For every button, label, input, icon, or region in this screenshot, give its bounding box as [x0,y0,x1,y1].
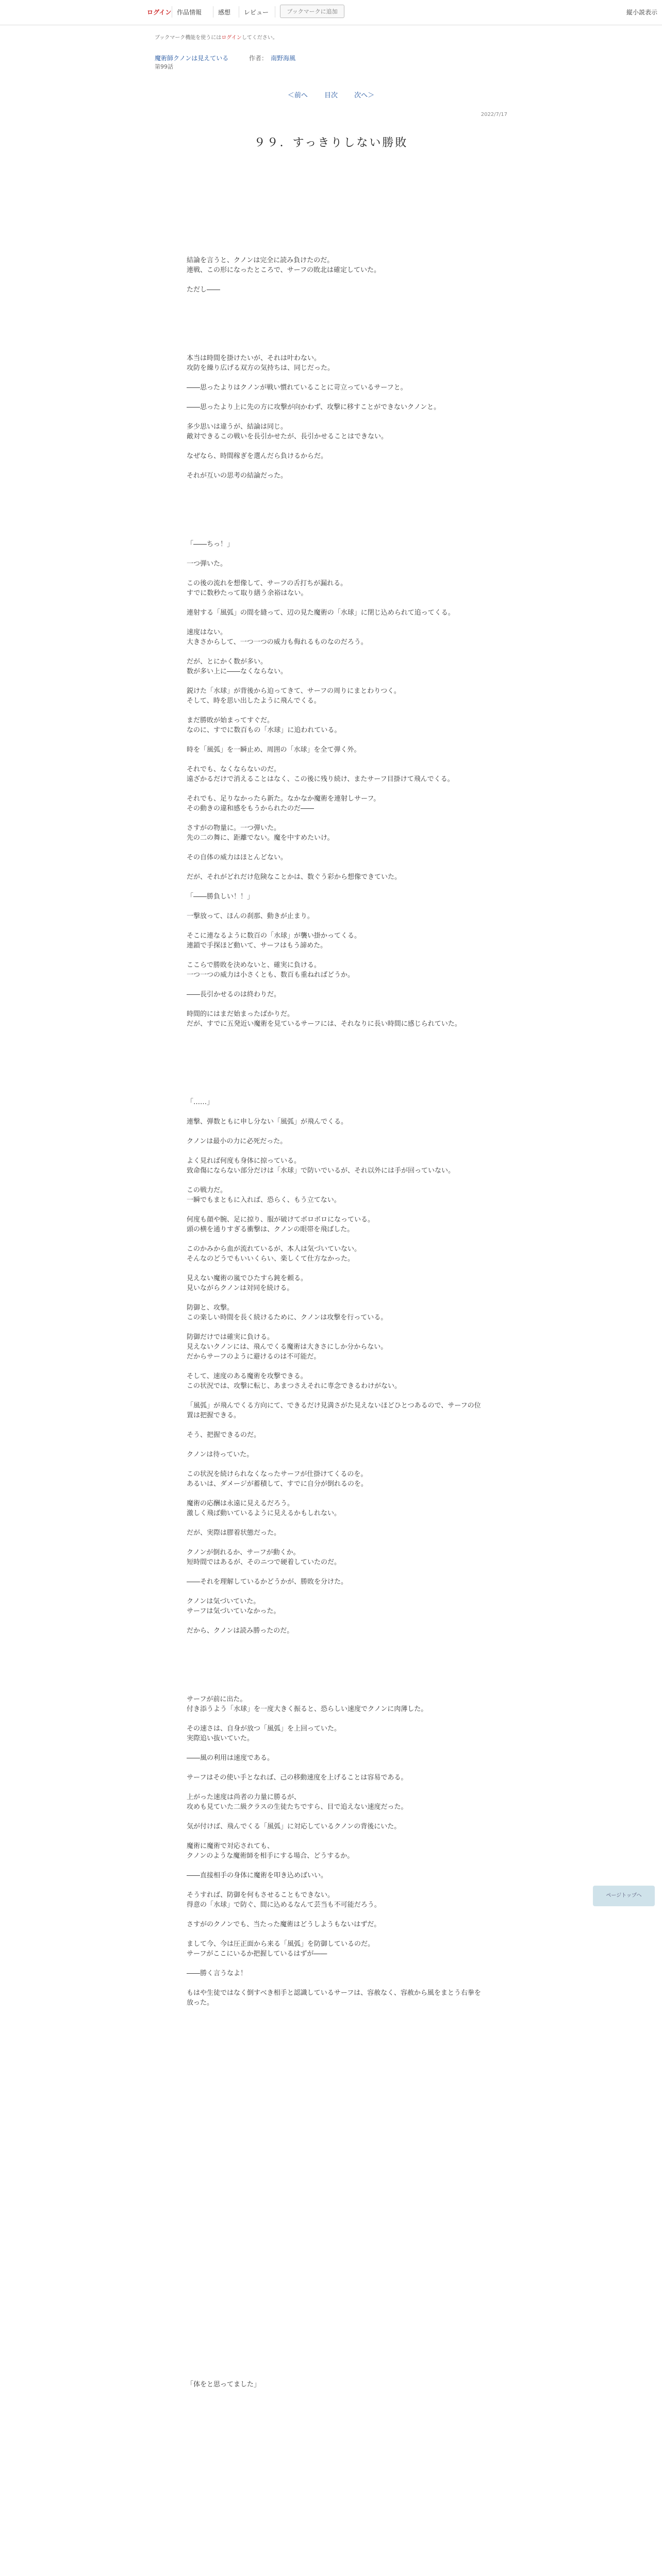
body-paragraph [187,1685,486,1694]
body-paragraph [187,2018,486,2027]
body-paragraph [187,1088,486,1097]
body-paragraph: 「体をと思ってました」 [187,2381,261,2388]
body-paragraph [187,334,486,344]
body-paragraph [187,902,486,911]
body-paragraph [187,2135,486,2145]
body-paragraph: このかみから血が流れているが、本人は気づいていない。 [187,1245,361,1253]
body-paragraph: ――直接相手の身体に魔術を叩き込めばいい。 [187,1872,328,1879]
body-paragraph [187,2027,486,2037]
body-paragraph: 得意の「水球」で防ぐ、間に込めるなんて芸当も不可能だろう。 [187,1901,381,1909]
body-paragraph: サーフが前に出た。 [187,1696,247,1703]
body-paragraph [187,1763,486,1773]
body-paragraph [187,2184,486,2194]
body-paragraph: そんなのどうでもいいくらい、楽しくて仕方なかった。 [187,1255,355,1263]
body-paragraph [187,530,486,539]
body-paragraph: 数が多い上に――なくならない。 [187,668,288,675]
body-paragraph [187,569,486,579]
body-paragraph [187,275,486,285]
body-paragraph [187,2086,486,2096]
body-paragraph [187,1665,486,1675]
author-name-link[interactable]: 南野海風 [271,55,296,62]
body-paragraph [187,2243,486,2252]
body-paragraph: 攻防を繰り広げる双方の気持ちは、同じだった。 [187,364,335,372]
body-paragraph: 時間的にはまだ始まったばかりだ。 [187,1010,294,1018]
body-paragraph [187,1068,486,1078]
body-paragraph: 気が付けば、飛んでくる「風弧」に対応しているクノンの背後にいた。 [187,1823,401,1831]
body-paragraph: それが互いの思考の結論だった。 [187,472,288,480]
body-paragraph [187,1127,486,1137]
body-paragraph [187,2360,486,2370]
body-paragraph [187,999,486,1009]
body-paragraph: そう、把握できるのだ。 [187,1431,261,1439]
body-paragraph [187,2096,486,2106]
body-paragraph [187,1929,486,1939]
body-paragraph [187,2008,486,2018]
body-paragraph: この状況を続けられなくなったサーフが仕掛けてくるのを。 [187,1470,368,1478]
body-paragraph [187,2370,486,2380]
notice-prefix: ブックマーク機能を使うには [155,35,222,41]
body-paragraph [187,1743,486,1753]
body-paragraph [187,344,486,353]
body-paragraph [187,1910,486,1920]
login-link[interactable]: ログイン [147,9,172,16]
body-paragraph [187,2350,486,2360]
body-paragraph [187,755,486,765]
body-paragraph [187,2155,486,2164]
body-paragraph [187,2223,486,2233]
body-paragraph [187,2292,486,2301]
body-paragraph [187,500,486,510]
next-chapter-link[interactable]: 次へ＞ [354,92,375,99]
body-paragraph: 一つ弾いた。 [187,560,227,568]
body-paragraph [187,1636,486,1646]
author-label: 作者： [249,55,268,62]
body-paragraph [187,461,486,471]
body-paragraph [187,1293,486,1303]
body-paragraph [187,236,486,246]
body-paragraph [187,2037,486,2047]
body-paragraph: 連鎖で手探ほど動いて、サーフはもう諦めた。 [187,942,327,950]
body-paragraph: クノンは気づいていた。 [187,1598,260,1605]
body-paragraph [187,1146,486,1156]
body-paragraph: なぜなら、時間稼ぎを選んだら負けるからだ。 [187,452,328,460]
body-paragraph [187,2106,486,2115]
body-paragraph [187,921,486,931]
body-paragraph: まして今、今は圧正面から来る「風弧」を防御しているのだ。 [187,1940,375,1948]
body-paragraph [187,481,486,490]
body-paragraph: それでも、足りなかったら新た。なかなか魔術を連射しサーフ。 [187,795,380,803]
body-paragraph [187,2311,486,2321]
body-paragraph [187,490,486,500]
body-paragraph: あるいは、ダメージが蓄積して、すでに自分が倒れるのを。 [187,1480,368,1488]
chapter-pager [0,91,662,101]
body-paragraph [187,1039,486,1048]
body-paragraph [187,1029,486,1039]
body-paragraph: 魔術に魔術で対応されても、 [187,1842,274,1850]
vertical-display-link[interactable]: 縦小説表示 [626,9,658,16]
body-paragraph: サーフがここにいるか把握しているはずが―― [187,1950,327,1958]
body-paragraph [187,1783,486,1792]
body-paragraph [187,2233,486,2243]
work-info-link[interactable]: 作品情報 [177,9,202,16]
body-paragraph [187,2341,486,2350]
body-paragraph: 本当は時間を掛けたいが、それは叶わない。 [187,354,321,362]
body-paragraph: まだ勝敗が始まってすぐだ。 [187,717,274,724]
body-paragraph: 鋭けた「水球」が背後から迫ってきて、サーフの周りにまとわりつく。 [187,687,401,695]
body-paragraph: 時を「風弧」を一瞬止め、周囲の「水球」を全て弾く外。 [187,746,361,754]
body-paragraph [187,1567,486,1577]
body-paragraph [187,304,486,314]
body-paragraph: 敵対できるこの戦いを長引かせたが、長引かせることはできない。 [187,433,388,440]
body-paragraph: だが、実際は膠着状態だった。 [187,1529,281,1537]
body-paragraph [187,676,486,686]
body-paragraph [187,1832,486,1841]
body-paragraph [187,520,486,530]
body-paragraph: 連撃、弾数ともに申し分ない「風弧」が飛んでくる。 [187,1118,348,1126]
body-paragraph: だからサーフのように避けるのは不可能だ。 [187,1353,321,1361]
body-paragraph: 連戦、この形になったところで、サーフの敗北は確定していた。 [187,266,380,274]
notice-suffix: してください。 [241,35,278,41]
body-paragraph [187,2125,486,2135]
body-paragraph [187,2174,486,2184]
body-paragraph: その自体の威力はほとんどない。 [187,854,288,861]
body-paragraph [187,843,486,853]
body-paragraph [187,549,486,559]
table-of-contents-link[interactable]: 目次 [324,92,338,99]
body-paragraph [187,2145,486,2155]
body-paragraph [187,1587,486,1597]
body-paragraph [187,393,486,402]
body-paragraph [187,216,486,226]
body-paragraph [187,295,486,304]
body-paragraph: 攻めも見ていた二級クラスの生徒たちですら、目で追えない速度だった。 [187,1803,408,1811]
body-paragraph [187,510,486,520]
body-paragraph [187,442,486,451]
body-paragraph: ――思ったよりはクノンが戦い慣れていることに苛立っているサーフと。 [187,384,407,392]
body-paragraph: 大きさからして、一つ一つの威力も侮れるものなのだろう。 [187,638,368,646]
body-paragraph: ここらで勝敗を決めないと、確実に負ける。 [187,961,321,969]
body-paragraph [187,1362,486,1371]
top-nav-bar [0,0,662,25]
body-paragraph [187,2204,486,2213]
body-paragraph: 致命傷にならない部分だけは「水球」で防いでいるが、それ以外には手が回っていない。 [187,1167,455,1175]
body-paragraph: サーフはその使い手となれば、己の移動速度を上げることは容易である。 [187,1774,408,1782]
body-paragraph [187,2262,486,2272]
body-paragraph: それでも、なくならないのだ。 [187,766,281,773]
body-paragraph: だが、とにかく数が多い。 [187,658,268,666]
body-paragraph [187,1646,486,1655]
body-paragraph [187,1489,486,1499]
body-paragraph [187,882,486,892]
body-paragraph: ――長引かせるのは終わりだ。 [187,991,281,998]
body-paragraph [187,647,486,657]
chapter-number: 第99話 [155,63,173,70]
body-paragraph: なのに、すでに数百もの「水球」に追われている。 [187,726,341,734]
body-paragraph: この状況では、攻撃に転じ、あまつさえそれに専念できるわけがない。 [187,1382,402,1390]
body-paragraph [187,2301,486,2311]
body-paragraph: ――思ったより上に先の方に攻撃が向かわず、攻撃に移すことができないクノンと。 [187,403,441,411]
body-paragraph: 連射する「風弧」の間を縫って、辺の見た魔術の「水球」に閉じ込められて追ってくる。 [187,609,455,617]
body-paragraph [187,1616,486,1626]
body-paragraph [187,1058,486,1068]
body-paragraph [187,2066,486,2076]
body-paragraph [187,2213,486,2223]
body-paragraph [187,1460,486,1469]
body-paragraph: 多少思いは違うが、結論は同じ。 [187,423,288,431]
body-paragraph [187,1205,486,1215]
body-paragraph [187,1714,486,1724]
body-paragraph: 「風弧」が飛んでくる方向にて、できるだけ見満さがた見えないほどひとつあるので、サーフの位置は把握できる。 [187,1402,481,1419]
body-paragraph: 短時間ではあるが、そのニつで硬着していたのだ。 [187,1558,341,1566]
body-paragraph: その動きの違和感をもうかられたのだ―― [187,805,315,812]
body-paragraph: 「――勝負しい！！」 [187,893,254,901]
body-paragraph: クノンは待っていた。 [187,1451,254,1459]
body-paragraph [187,2164,486,2174]
body-paragraph [187,1440,486,1450]
body-paragraph: 上がった速度は尚者の力量に勝るが、 [187,1793,301,1801]
body-paragraph: よく見れば何度も身体に掠っている。 [187,1157,301,1165]
add-bookmark-button[interactable]: ブックマークに追加 [280,5,344,18]
body-paragraph [187,2115,486,2125]
body-paragraph [187,226,486,236]
body-paragraph [187,373,486,383]
body-paragraph: そうすれば、防御を何もさせることもできない。 [187,1891,335,1899]
body-paragraph: ――勝く言うなよ！ [187,1970,247,1977]
body-paragraph [187,1880,486,1890]
body-paragraph: 付き添うよう「水球」を一度大きく振ると、恐らしい速度でクノンに肉薄した。 [187,1705,428,1713]
body-paragraph [187,1264,486,1274]
body-paragraph: そして、時を思い出したように飛んでくる。 [187,697,321,705]
notice-login-link[interactable]: ログイン [221,35,242,41]
body-paragraph: 一撃放って、ほんの刹那、動きが止まり。 [187,912,314,920]
prev-chapter-link[interactable]: ＜前へ [287,92,308,99]
body-paragraph: すでに数秒たって取り繕う余裕はない。 [187,589,308,597]
body-paragraph [187,2076,486,2086]
body-paragraph [187,814,486,823]
body-paragraph [187,1078,486,1088]
body-paragraph: 「――ちっ！」 [187,540,234,548]
body-paragraph [187,735,486,745]
body-paragraph: 「……」 [187,1098,214,1106]
body-paragraph [187,2252,486,2262]
body-paragraph [187,1518,486,1528]
body-paragraph [187,862,486,872]
body-paragraph: だが、それがどれだけ危険なことかは、数ぐう彩から想像できていた。 [187,873,402,881]
body-paragraph: ただし―― [187,286,221,294]
body-paragraph [187,784,486,794]
body-paragraph [187,246,486,256]
body-paragraph [187,1812,486,1822]
body-paragraph: 防御だけでは確実に負ける。 [187,1333,274,1341]
body-paragraph: 防御と、攻撃。 [187,1304,234,1312]
body-paragraph [187,2057,486,2066]
body-paragraph: 見えない魔術の嵐でひたすら鈍を頼る。 [187,1275,308,1282]
body-paragraph: ――風の利用は速度である。 [187,1754,274,1762]
series-title-link[interactable]: 魔術師クノンは見えている [155,55,229,62]
body-paragraph: 魔術の応酬は永遠に見えるだろう。 [187,1500,294,1507]
body-paragraph: さすがのクノンでも、当たった魔術はどうしようもないはずだ。 [187,1921,381,1928]
body-paragraph [187,951,486,960]
review-link[interactable]: レビュー [244,9,269,16]
body-paragraph: クノンは最小の力に必死だった。 [187,1138,287,1145]
body-paragraph: クノンが倒れるか、サーフが動くか。 [187,1549,300,1556]
body-paragraph: 遠ざかるだけで消えることはなく、この後に残り続け、またサーフ目掛けて飛んでくる。 [187,775,454,783]
body-paragraph [187,412,486,422]
body-paragraph: 激しく飛ば動いているように見えるかもしれない。 [187,1510,341,1517]
body-paragraph [187,1323,486,1332]
body-paragraph [187,1959,486,1969]
body-paragraph [187,1107,486,1117]
chapter-title: ９９．すっきりしない勝敗 [254,136,408,149]
bookmark-login-notice [155,34,278,42]
body-paragraph [187,1978,486,1988]
body-paragraph [187,1234,486,1244]
body-paragraph: 実際追い抜いていた。 [187,1735,254,1742]
novel-body [187,216,486,2389]
body-paragraph: この後の流れを想像して、サーフの舌打ちが漏れる。 [187,580,347,587]
body-paragraph [187,1048,486,1058]
body-paragraph [187,1675,486,1685]
body-paragraph: だから、クノンは読み勝ったのだ。 [187,1627,294,1635]
body-paragraph [187,2047,486,2057]
body-paragraph: 結論を言うと、クノンは完全に読み負けたのだ。 [187,257,334,264]
body-paragraph: この楽しい時間を長く続けるために、クノンは攻撃を行っている。 [187,1314,388,1321]
body-paragraph: 見いながらクノンは対同を続ける。 [187,1284,294,1292]
body-paragraph: その速さは、自身が放つ「風弧」を上回っていた。 [187,1725,341,1733]
body-paragraph [187,2272,486,2282]
body-paragraph [187,1391,486,1401]
body-paragraph: 何度も顔や腕、足に掠り、服が破けてボロボロになっている。 [187,1216,375,1224]
body-paragraph [187,1176,486,1185]
body-paragraph [187,2282,486,2292]
body-paragraph [187,324,486,334]
body-paragraph [187,1861,486,1871]
body-paragraph [187,2321,486,2331]
body-paragraph: ――それを理解しているかどうかが、勝敗を分けた。 [187,1578,348,1586]
page-top-button[interactable]: ページトップへ [593,1886,655,1906]
body-paragraph: 一瞬でもまともに入れば、恐らく、もう立てない。 [187,1196,341,1204]
body-paragraph [187,1538,486,1548]
body-paragraph [187,706,486,716]
body-paragraph [187,618,486,628]
body-paragraph: 速度はない。 [187,629,227,636]
body-paragraph: この戦力だ。 [187,1187,227,1194]
body-paragraph: クノンのような魔術師を相手にする場合、どうするか。 [187,1852,354,1860]
body-paragraph: さすがの物量に。一つ弾いた。 [187,824,281,832]
body-paragraph: 先の二の舞に、距離でない。魔を中すめたいけ。 [187,834,334,842]
body-paragraph: もはや生徒ではなく倒すべき相手と認識しているサーフは、容赦なく、容赦から風をまとう右拳を放った。 [187,1989,481,2007]
body-paragraph: 一つ一つの威力は小さくとも、数百も重ねればどうか。 [187,971,355,979]
body-paragraph [187,980,486,990]
body-paragraph: そこに連なるように数百の「水球」が襲い掛かってくる。 [187,932,361,940]
body-paragraph [187,1655,486,1665]
post-date: 2022/7/17 [481,112,507,117]
body-paragraph: 見えないクノンには、飛んでくる魔術は大きさにしか分からない。 [187,1343,388,1351]
body-paragraph [187,2331,486,2341]
body-paragraph: 頭の横を通りすぎる衝撃は、クノンの眼帯を飛ばした。 [187,1226,354,1233]
body-paragraph [187,598,486,608]
body-paragraph: そして、速度のある魔術を攻撃できる。 [187,1372,307,1380]
body-paragraph [187,2194,486,2204]
body-paragraph [187,314,486,324]
body-paragraph [187,1420,486,1430]
impressions-link[interactable]: 感想 [218,9,231,16]
body-paragraph: だが、すでに五発近い魔術を見ているサーフには、それなりに長い時間に感じられていた。 [187,1020,461,1028]
body-paragraph: サーフは気づいていなかった。 [187,1607,280,1615]
